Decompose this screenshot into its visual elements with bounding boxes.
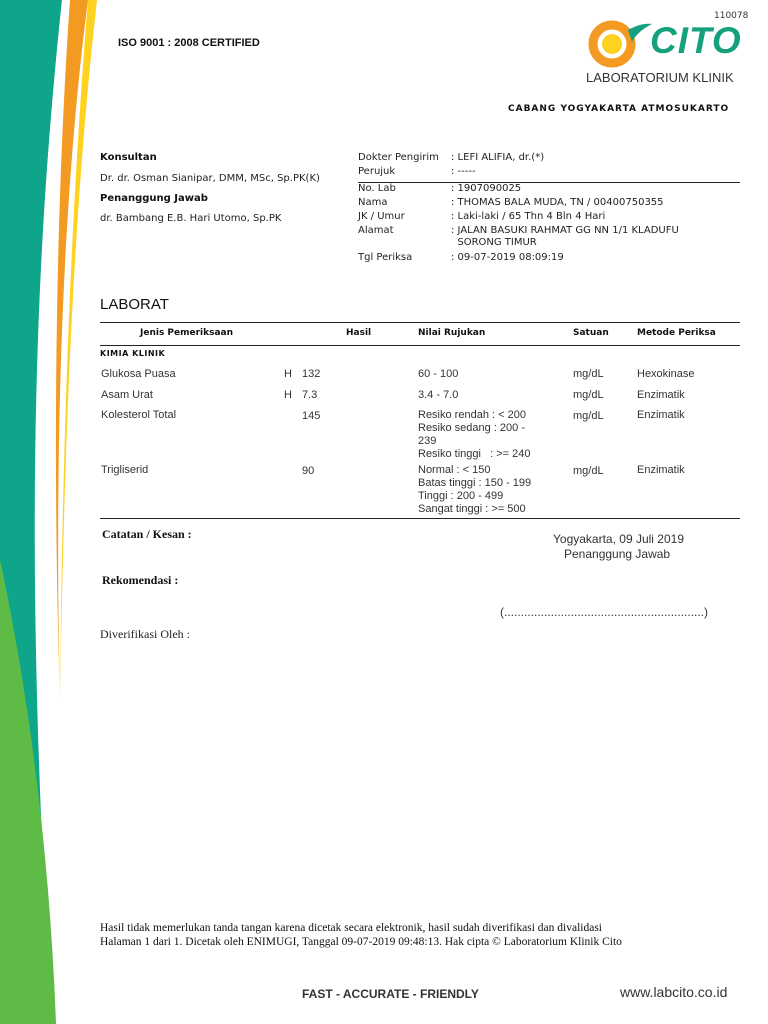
test-method: Enzimatik xyxy=(637,464,685,476)
document-number: 110078 xyxy=(714,11,749,21)
reference-range: Resiko rendah : < 200 xyxy=(418,409,526,421)
website: www.labcito.co.id xyxy=(620,984,728,1000)
info-value: SORONG TIMUR xyxy=(451,237,537,248)
iso-certification: ISO 9001 : 2008 CERTIFIED xyxy=(118,37,260,49)
result-flag: H xyxy=(284,389,292,401)
info-value: : THOMAS BALA MUDA, TN / 00400750355 xyxy=(451,197,664,208)
cito-logo-icon xyxy=(588,20,654,68)
signature-role: Penanggung Jawab xyxy=(564,547,671,561)
info-value: : ----- xyxy=(451,166,476,177)
table-top-border xyxy=(100,322,740,323)
reference-range: Resiko sedang : 200 - xyxy=(418,422,526,434)
test-unit: mg/dL xyxy=(573,410,604,422)
test-result: 145 xyxy=(302,410,321,422)
info-row-exam-date xyxy=(358,252,748,266)
signature-line: (............................................................) xyxy=(500,605,709,619)
reference-range: Normal : < 150 xyxy=(418,464,491,476)
consultant-title: Konsultan xyxy=(100,152,157,163)
test-method: Hexokinase xyxy=(637,368,695,380)
responsible-title: Penanggung Jawab xyxy=(100,193,208,204)
branch-name: CABANG YOGYAKARTA ATMOSUKARTO xyxy=(508,104,730,114)
responsible-name: dr. Bambang E.B. Hari Utomo, Sp.PK xyxy=(100,213,282,224)
info-row-sex-age xyxy=(358,211,748,225)
reference-range: Batas tinggi : 150 - 199 xyxy=(418,477,532,489)
header-unit: Satuan xyxy=(573,328,609,338)
recommendation-label: Rekomendasi : xyxy=(102,573,179,587)
test-unit: mg/dL xyxy=(573,368,604,380)
reference-range: Resiko tinggi : >= 240 xyxy=(418,448,531,460)
info-row-name xyxy=(358,197,748,211)
test-name: Kolesterol Total xyxy=(101,409,177,421)
header-reference: Nilai Rujukan xyxy=(418,328,486,338)
footer-line-1: Hasil tidak memerlukan tanda tangan karena dicetak secara elektronik, hasil sudah diverifikasi dan divalidasi xyxy=(100,922,602,934)
test-method: Enzimatik xyxy=(637,389,685,401)
reference-range: Tinggi : 200 - 499 xyxy=(418,490,504,502)
test-method: Enzimatik xyxy=(637,409,685,421)
info-label: JK / Umur xyxy=(358,211,405,222)
test-result: 132 xyxy=(302,368,321,380)
info-value: : LEFI ALIFIA, dr.(*) xyxy=(451,152,545,163)
header-test-name: Jenis Pemeriksaan xyxy=(140,328,234,338)
footer-disclaimer xyxy=(100,921,622,949)
header-result: Hasil xyxy=(346,328,372,338)
info-label: Alamat xyxy=(358,225,394,236)
info-label: Perujuk xyxy=(358,166,396,177)
verified-by-label: Diverifikasi Oleh : xyxy=(100,627,190,641)
test-name: Trigliserid xyxy=(101,464,149,476)
info-value: : 1907090025 xyxy=(451,183,522,194)
info-label: No. Lab xyxy=(358,183,396,194)
table-header-border xyxy=(100,345,740,346)
info-value: : 09-07-2019 08:09:19 xyxy=(451,252,564,263)
table-bottom-border xyxy=(100,518,740,519)
decorative-side-swoosh xyxy=(0,0,100,1024)
header-method: Metode Periksa xyxy=(637,328,716,338)
info-value: : JALAN BASUKI RAHMAT GG NN 1/1 KLADUFU xyxy=(451,225,679,236)
info-row-referrer xyxy=(358,166,748,180)
test-unit: mg/dL xyxy=(573,465,604,477)
info-row-lab-number xyxy=(358,183,748,197)
info-row-doctor xyxy=(358,152,748,166)
info-label: Tgl Periksa xyxy=(358,252,413,263)
test-name: Asam Urat xyxy=(101,389,153,401)
info-row-address-cont xyxy=(358,237,748,251)
reference-range: 60 - 100 xyxy=(418,368,459,380)
info-value: : Laki-laki / 65 Thn 4 Bln 4 Hari xyxy=(451,211,606,222)
footer-line-2: Halaman 1 dari 1. Dicetak oleh ENIMUGI, Tanggal 09-07-2019 09:48:13. Hak cipta © Laboratorium Klinik Cito xyxy=(100,936,622,948)
test-result: 90 xyxy=(302,465,315,477)
reference-range: 3.4 - 7.0 xyxy=(418,389,459,401)
section-title: LABORAT xyxy=(100,296,169,313)
reference-range: 239 xyxy=(418,435,437,447)
signature-place-date: Yogyakarta, 09 Juli 2019 xyxy=(553,532,684,546)
test-unit: mg/dL xyxy=(573,389,604,401)
logo-wordmark: CITO xyxy=(650,20,742,61)
tagline: FAST - ACCURATE - FRIENDLY xyxy=(302,987,479,1001)
result-flag: H xyxy=(284,368,292,380)
test-result: 7.3 xyxy=(302,389,318,401)
lab-name: LABORATORIUM KLINIK xyxy=(586,70,734,85)
info-label: Nama xyxy=(358,197,388,208)
consultant-name: Dr. dr. Osman Sianipar, DMM, MSc, Sp.PK(K) xyxy=(100,173,320,184)
test-category: KIMIA KLINIK xyxy=(100,349,166,358)
info-label: Dokter Pengirim xyxy=(358,152,439,163)
test-name: Glukosa Puasa xyxy=(101,368,176,380)
reference-range: Sangat tinggi : >= 500 xyxy=(418,503,526,515)
notes-label: Catatan / Kesan : xyxy=(102,527,192,541)
